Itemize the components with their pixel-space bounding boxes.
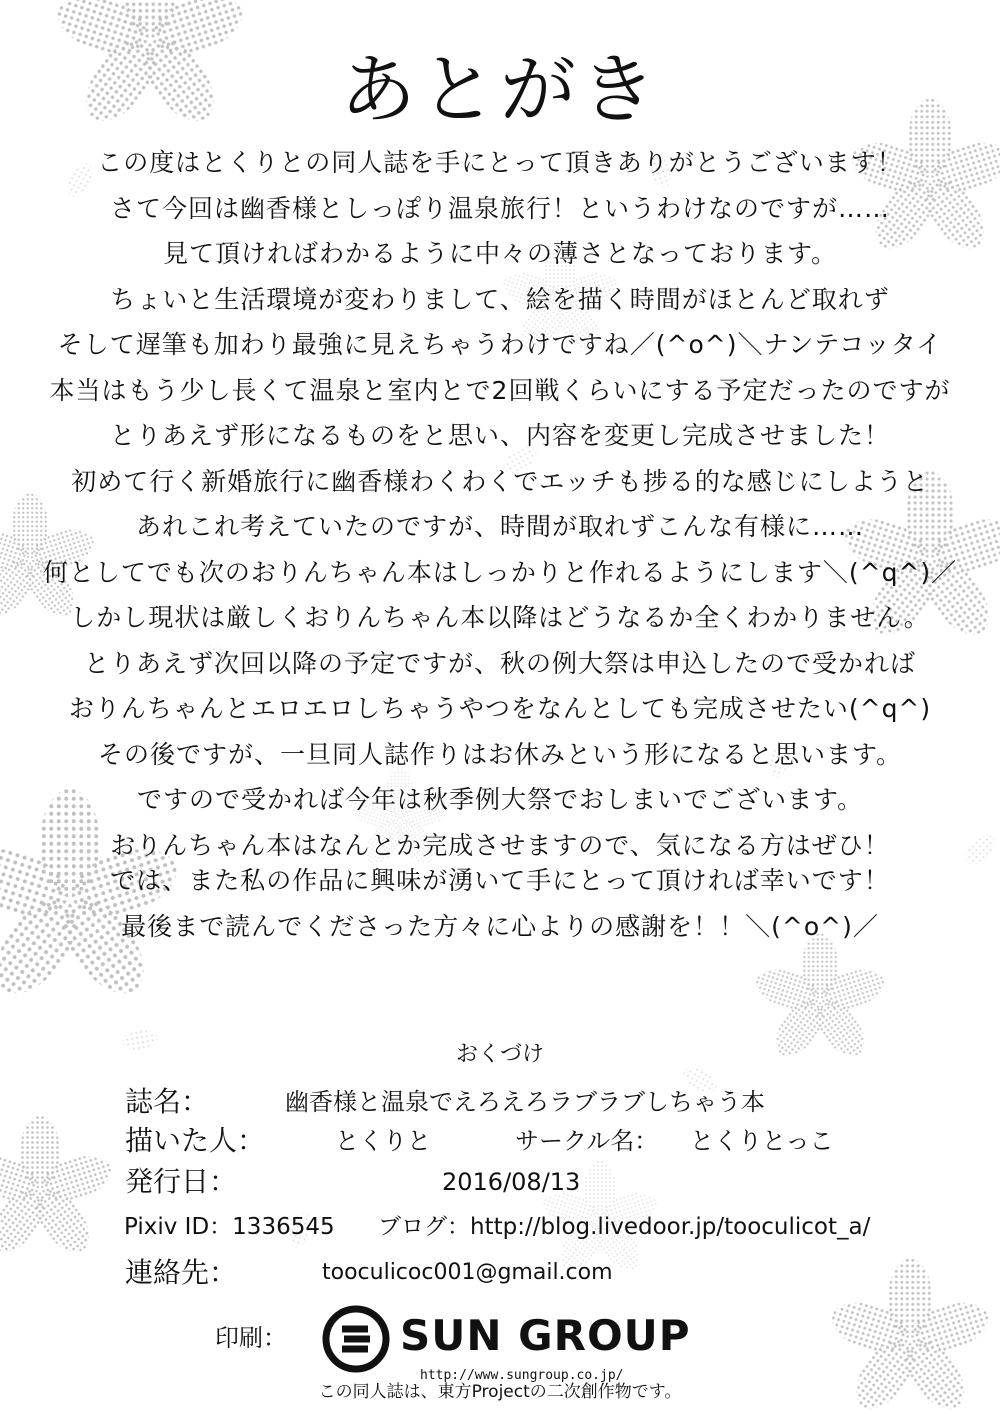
body-line: おりんちゃん本はなんとか完成させますので、気になる方はぜひ！ xyxy=(110,830,890,860)
date-label: 発行日： xyxy=(125,1165,238,1198)
circle-label: サークル名： xyxy=(515,1127,659,1155)
contact-email[interactable]: tooculicoc001@gmail.com xyxy=(322,1260,613,1285)
body-line: そして遅筆も加わり最強に見えちゃうわけですね／(^o^)＼ナンテコッタイ xyxy=(57,330,943,359)
closing-line: では、また私の作品に興味が湧いて手にとって頂ければ幸いです！ xyxy=(110,866,890,895)
body-line: 見て頂ければわかるように中々の薄さとなっております。 xyxy=(162,239,837,268)
body-line: その後ですが、一旦同人誌作りはお休みという形になると思います。 xyxy=(97,739,902,769)
date-value: 2016/08/13 xyxy=(442,1168,581,1196)
body-line: 本当はもう少し長くて温泉と室内とで2回戦くらいにする予定だったのですが xyxy=(49,375,951,405)
body-line: あれこれ考えていたのですが、時間が取れずこんな有様に…… xyxy=(135,512,864,541)
title-label: 誌名： xyxy=(125,1085,210,1118)
printer-name: SUN GROUP xyxy=(400,1311,691,1360)
body-line: 何としてでも次のおりんちゃん本はしっかりと作れるようにします＼(^q^)／ xyxy=(42,557,958,587)
blog-link[interactable]: ブログ：http://blog.livedoor.jp/tooculicot_a/ xyxy=(378,1214,871,1240)
body-line: ですので受かれば今年は秋季例大祭でおしまいでございます。 xyxy=(136,785,863,814)
body-line: おりんちゃんとエロエロしちゃうやつをなんとしても完成させたい(^q^) xyxy=(68,694,932,723)
body-line: さて今回は幽香様としっぽり温泉旅行！というわけなのですが…… xyxy=(109,193,890,223)
body-line: 初めて行く新婚旅行に幽香様わくわくでエッチも捗る的な感じにしようと xyxy=(71,466,929,496)
closing-message xyxy=(0,858,1000,949)
contact-label: 連絡先： xyxy=(125,1256,238,1289)
print-label: 印刷： xyxy=(215,1324,287,1352)
author-value: とくりと xyxy=(335,1127,431,1155)
page-title: あとがき xyxy=(340,45,660,134)
body-line: ちょいと生活環境が変わりまして、絵を描く時間がほとんど取れず xyxy=(110,284,890,314)
closing-line: 最後まで読んでくださった方々に心よりの感謝を！！＼(^o^)／ xyxy=(121,911,879,941)
body-line: この度はとくりとの同人誌を手にとって頂きありがとうございます！ xyxy=(97,148,903,177)
circle-value: とくりとっこ xyxy=(690,1127,834,1155)
author-label: 描いた人： xyxy=(125,1124,266,1157)
body-line: とりあえず次回以降の予定ですが、秋の例大祭は申込したので受かれば xyxy=(83,648,916,678)
footer-note: この同人誌は、東方Projectの二次創作物です。 xyxy=(318,1382,682,1402)
body-line: とりあえず形になるものをと思い、内容を変更し完成させました！ xyxy=(109,421,890,450)
colophon-heading: おくづけ xyxy=(455,1042,544,1067)
afterword-body xyxy=(0,140,1000,868)
pixiv-id: Pixiv ID：1336545 xyxy=(124,1214,335,1240)
title-value: 幽香様と温泉でえろえろラブラブしちゃう本 xyxy=(285,1088,765,1116)
printer-url[interactable]: http://www.sungroup.co.jp/ xyxy=(420,1368,624,1383)
body-line: しかし現状は厳しくおりんちゃん本以降はどうなるか全くわかりません。 xyxy=(70,603,930,632)
